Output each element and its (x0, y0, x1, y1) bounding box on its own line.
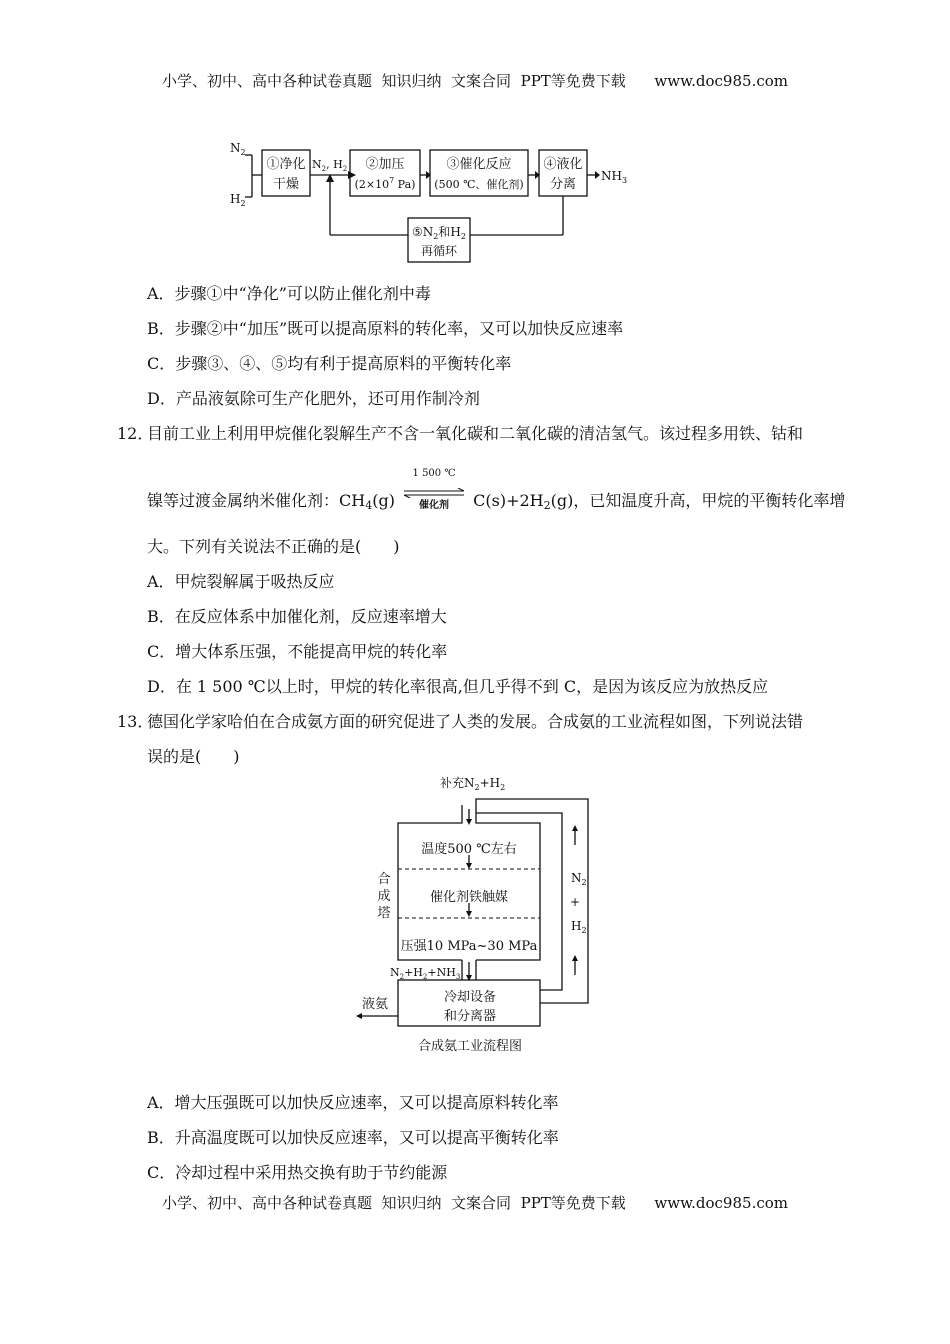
q13-stem-line2: 误的是( ) (147, 747, 240, 766)
catalytic-step-sub: (500 ℃、催化剂) (434, 178, 524, 191)
q11-option-a: A．步骤①中“净化”可以防止催化剂中毒 (147, 284, 431, 303)
nh3-output-label: $NH_3$ (601, 169, 628, 185)
equilibrium-arrow: 1 500 ℃ 催化剂 (402, 486, 466, 508)
q11-option-c: C．步骤③、④、⑤均有利于提高原料的平衡转化率 (147, 354, 512, 373)
q12-option-a: A．甲烷裂解属于吸热反应 (147, 572, 335, 591)
liquefy-step-sub: 分离 (549, 177, 577, 192)
catalyst-zone-label: 催化剂铁触媒 (429, 890, 509, 905)
q12-number: 12． (117, 424, 154, 443)
q12-stem-line1: 目前工业上利用甲烷催化裂解生产不含一氧化碳和二氧化碳的清洁氢气。该过程多用铁、钴和 (147, 424, 804, 443)
cooler-label-line2: 和分离器 (443, 1009, 497, 1024)
q13-option-c: C．冷却过程中采用热交换有助于节约能源 (147, 1163, 448, 1182)
q12-option-b: B．在反应体系中加催化剂，反应速率增大 (147, 607, 447, 626)
pressurize-step-title: ②加压 (365, 157, 405, 172)
liquid-ammonia-label: 液氨 (362, 997, 389, 1012)
purify-step-title: ①净化 (266, 157, 306, 172)
temperature-zone-label: 温度500 ℃左右 (421, 842, 517, 857)
q13-option-a: A．增大压强既可以加快反应速率，又可以提高原料转化率 (147, 1093, 559, 1112)
recycle-n2-label: $N_2$ (571, 871, 587, 887)
cooler-label-line1: 冷却设备 (443, 990, 497, 1005)
supply-feed-label: 补充$N_2+H_2$ (440, 776, 506, 792)
tower-label-char-2: 成 (377, 889, 391, 904)
q12-option-c: C．增大体系压强，不能提高甲烷的转化率 (147, 642, 448, 661)
recycle-plus-label: + (569, 895, 581, 909)
synthesis-tower-diagram (0, 765, 950, 1065)
n2-h2-label: $N_2$, $H_2$ (312, 158, 348, 173)
q12-stem-line2: 镍等过渡金属纳米催化剂：$CH_4(g)$ 1 500 ℃ 催化剂 $C(s)+2H_2(g)$，已知温度升高，甲烷的平衡转化率增 (147, 468, 846, 512)
diagram-caption: 合成氨工业流程图 (417, 1039, 523, 1054)
tower-label-char-3: 塔 (377, 906, 391, 921)
page-footer: 小学、初中、高中各种试卷真题 知识归纳 文案合同 PPT等免费下载 www.doc985.com (161, 1194, 788, 1212)
recycle-step-sub: 再循环 (420, 244, 458, 258)
recycle-step-title: $⑤N_2$和$H_2$ (412, 225, 466, 241)
input-n2-label: $N_2$ (230, 141, 246, 157)
page-header: 小学、初中、高中各种试卷真题 知识归纳 文案合同 PPT等免费下载 www.doc985.com (161, 72, 788, 90)
tower-label-char-1: 合 (377, 872, 391, 887)
pressure-zone-label: 压强10 MPa~30 MPa (400, 939, 538, 954)
liquefy-step-title: ④液化 (543, 157, 583, 172)
q11-option-b: B．步骤②中“加压”既可以提高原料的转化率，又可以加快反应速率 (147, 319, 624, 338)
recycle-h2-label: $H_2$ (571, 919, 587, 935)
q12-stem-line3: 大。下列有关说法不正确的是( ) (147, 537, 400, 556)
q13-option-b: B．升高温度既可以加快反应速率，又可以提高平衡转化率 (147, 1128, 559, 1147)
q12-option-d: D．在 1 500 ℃以上时，甲烷的转化率很高,但几乎得不到 C，是因为该反应为放热反应 (147, 677, 769, 696)
mixture-outlet-label: $N_2+H_2+NH_3$ (390, 966, 461, 981)
q13-number: 13． (117, 712, 154, 731)
q13-stem-line1: 德国化学家哈伯在合成氨方面的研究促进了人类的发展。合成氨的工业流程如图，下列说法错 (147, 712, 804, 731)
purify-step-sub: 干燥 (272, 177, 300, 192)
catalytic-step-title: ③催化反应 (446, 157, 512, 172)
q11-option-d: D．产品液氨除可生产化肥外，还可用作制冷剂 (147, 389, 480, 408)
input-h2-label: $H_2$ (230, 192, 246, 208)
pressurize-step-sub: ($2\times 10^7$ Pa) (354, 176, 416, 191)
